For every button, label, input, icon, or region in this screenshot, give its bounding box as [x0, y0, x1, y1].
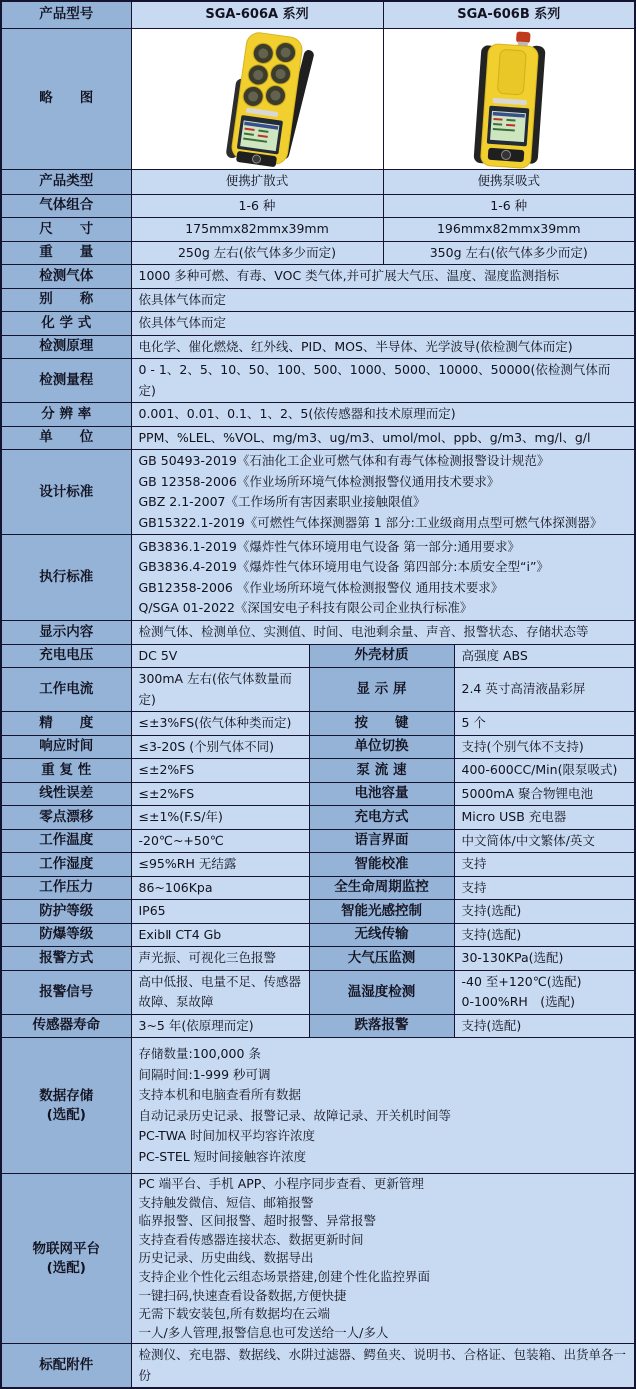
spec-value	[131, 853, 309, 877]
cell-text: 工作湿度	[39, 855, 94, 872]
spec-value	[383, 169, 635, 194]
cell-text: ≤3-20S (个别气体不同)	[138, 738, 275, 754]
table-row	[1, 265, 635, 289]
cell-text: SGA-606B 系列	[457, 6, 561, 22]
table-row	[1, 806, 635, 830]
cell-text: ≤95%RH 无结露	[138, 856, 237, 871]
cell-text: 5 个	[461, 715, 486, 730]
spec-label	[1, 1038, 131, 1174]
spec-value	[454, 782, 635, 806]
cell-text: 历史记录、历史曲线、数据导出	[138, 1250, 314, 1266]
cell-text: PPM、%LEL、%VOL、mg/m3、ug/m3、umol/mol、ppb、g/m3、mg/l、g/l	[138, 429, 591, 445]
cell-text: 设计标准	[39, 483, 94, 500]
spec-label	[1, 759, 131, 783]
table-row	[1, 712, 635, 736]
spec-value	[454, 644, 635, 668]
spec-label	[309, 668, 454, 712]
cell-text: 全生命周期监控	[334, 879, 429, 896]
spec-value	[131, 1038, 635, 1174]
cell-text: 物联网平台	[32, 1240, 100, 1257]
spec-value	[131, 265, 635, 289]
cell-text: 一键扫码,快速查看设备数据,方便快捷	[138, 1287, 347, 1303]
table-row	[1, 853, 635, 877]
spec-label	[1, 288, 131, 312]
spec-value	[131, 288, 635, 312]
table-row	[1, 1344, 635, 1389]
cell-text: (选配)	[46, 1259, 86, 1276]
spec-label	[1, 782, 131, 806]
spec-label	[309, 759, 454, 783]
spec-value	[454, 829, 635, 853]
table-row	[1, 644, 635, 668]
spec-value	[131, 426, 635, 450]
spec-label	[1, 535, 131, 621]
spec-value	[131, 359, 635, 403]
cell-text: 智能校准	[354, 855, 409, 872]
cell-text: 196mmx82mmx39mm	[436, 221, 581, 236]
spec-value	[131, 900, 309, 924]
spec-label	[309, 900, 454, 924]
table-row	[1, 28, 635, 169]
cell-text: 一人/多人管理,报警信息也可发送给一人/多人	[138, 1324, 389, 1340]
spec-value	[131, 403, 635, 427]
cell-text: 临界报警、区间报警、超时报警、异常报警	[138, 1213, 377, 1229]
cell-text: 单 位	[39, 429, 94, 446]
spec-label	[1, 312, 131, 336]
table-row	[1, 194, 635, 218]
cell-text: DC 5V	[138, 647, 178, 663]
table-row	[1, 1174, 635, 1344]
table-row	[1, 403, 635, 427]
cell-text: 按 键	[354, 714, 409, 731]
spec-value	[131, 1344, 635, 1389]
spec-value	[454, 668, 635, 712]
spec-label	[1, 359, 131, 403]
spec-value	[454, 853, 635, 877]
spec-value	[454, 876, 635, 900]
table-row	[1, 535, 635, 621]
spec-label	[309, 782, 454, 806]
cell-text: SGA-606A 系列	[205, 6, 309, 22]
cell-text: 声光振、可视化三色报警	[138, 950, 277, 965]
cell-text: 泵 流 速	[356, 761, 407, 778]
cell-text: 无线传输	[354, 926, 409, 943]
table-row	[1, 735, 635, 759]
cell-text: 智能光感控制	[341, 902, 422, 919]
cell-text: 5000mA 聚合物锂电池	[461, 785, 594, 801]
cell-text: 执行标准	[39, 569, 94, 585]
spec-value	[131, 1174, 635, 1344]
table-row	[1, 288, 635, 312]
cell-text: 零点漂移	[39, 808, 94, 825]
table-row	[1, 668, 635, 712]
cell-text: 线性误差	[39, 785, 94, 802]
cell-text: 数据存储	[39, 1087, 94, 1104]
cell-text: 标配附件	[39, 1357, 94, 1374]
spec-value	[131, 169, 383, 194]
spec-value	[131, 806, 309, 830]
cell-text: 精 度	[39, 714, 94, 731]
cell-text: 175mmx82mmx39mm	[185, 221, 329, 236]
spec-value	[454, 759, 635, 783]
cell-text: 400-600CC/Min(限泵吸式)	[461, 762, 618, 777]
cell-text: PC 端平台、手机 APP、小程序同步查看、更新管理	[138, 1176, 424, 1191]
spec-label	[1, 644, 131, 668]
cell-text: GB 12358-2006《作业场所环境气体检测报警仪通用技术要求》	[138, 473, 500, 489]
cell-text: 支持企业个性化云组态场景搭建,创建个性化监控界面	[138, 1268, 430, 1284]
spec-label	[1, 450, 131, 535]
cell-text: ≤±3%FS(依气体种类而定)	[138, 715, 292, 730]
table-row	[1, 829, 635, 853]
cell-text: 分 辨 率	[41, 405, 92, 422]
cell-text: GBZ 2.1-2007《工作场所有害因素职业接触限值》	[138, 494, 426, 509]
cell-text: 气体组合	[39, 197, 94, 214]
cell-text: 防护等级	[39, 902, 94, 919]
table-row	[1, 782, 635, 806]
cell-text: 充电方式	[354, 808, 409, 825]
spec-value	[454, 735, 635, 759]
cell-text: 2.4 英寸高清液晶彩屏	[461, 681, 586, 697]
spec-label	[1, 735, 131, 759]
table-row	[1, 923, 635, 947]
cell-text: 大气压监测	[347, 949, 416, 966]
spec-label	[1, 426, 131, 450]
pump-detector-illustration	[444, 29, 574, 168]
cell-text: 报警信号	[39, 983, 94, 1000]
cell-text: 别 称	[39, 291, 94, 308]
cell-text: 高中低报、电量不足、传感器故障、泵故障	[138, 973, 302, 1009]
spec-label	[1, 241, 131, 265]
cell-text: 重 复 性	[41, 761, 92, 778]
spec-label	[1, 970, 131, 1014]
cell-text: -40 至+120℃(选配)	[461, 973, 582, 989]
spec-value	[383, 194, 635, 218]
cell-text: 单位切换	[354, 738, 409, 755]
cell-text: Micro USB 充电器	[461, 809, 567, 824]
spec-value	[454, 900, 635, 924]
spec-label	[309, 876, 454, 900]
table-row	[1, 312, 635, 336]
spec-value	[131, 1014, 309, 1038]
spec-value	[131, 759, 309, 783]
cell-text: 工作温度	[39, 832, 94, 849]
spec-value	[454, 1014, 635, 1038]
table-row	[1, 169, 635, 194]
spec-label	[1, 194, 131, 218]
cell-text: 依具体气体而定	[138, 315, 227, 330]
cell-text: 重 量	[39, 244, 94, 261]
spec-label	[309, 853, 454, 877]
cell-text: IP65	[138, 903, 166, 918]
spec-label	[1, 1174, 131, 1344]
spec-value	[131, 621, 635, 645]
cell-text: 产品类型	[39, 173, 94, 189]
cell-text: 间隔时间:1-999 秒可调	[138, 1066, 271, 1082]
table-row	[1, 335, 635, 359]
cell-text: 便携泵吸式	[477, 173, 540, 189]
table-row	[1, 218, 635, 242]
cell-text: GB3836.1-2019《爆炸性气体环境用电气设备 第一部分:通用要求》	[138, 538, 521, 554]
cell-text: 防爆等级	[39, 926, 94, 943]
spec-value	[131, 644, 309, 668]
spec-label	[1, 712, 131, 736]
spec-value	[131, 923, 309, 947]
cell-text: 支持(选配)	[461, 926, 522, 942]
spec-value	[131, 1, 383, 28]
cell-text: 300mA 左右(依气体数量而定)	[138, 671, 292, 707]
spec-value	[131, 735, 309, 759]
cell-text: 支持	[461, 856, 487, 871]
cell-text: 检测仪、充电器、数据线、水阱过滤器、鳄鱼夹、说明书、合格证、包装箱、出货单各一份	[138, 1347, 627, 1383]
spec-label	[1, 218, 131, 242]
cell-text: GB 50493-2019《石油化工企业可燃气体和有毒气体检测报警设计规范》	[138, 453, 550, 468]
cell-text: 高强度 ABS	[461, 647, 528, 663]
spec-label	[309, 923, 454, 947]
spec-label	[309, 735, 454, 759]
cell-text: 30-130KPa(选配)	[461, 950, 564, 965]
cell-text: 电化学、催化燃烧、红外线、PID、MOS、半导体、光学波导(依检测气体而定)	[138, 338, 573, 354]
cell-text: 支持查看传感器连接状态、数据更新时间	[138, 1231, 364, 1247]
cell-text: 工作压力	[39, 879, 94, 896]
spec-label	[309, 712, 454, 736]
cell-text: 传感器寿命	[32, 1017, 100, 1034]
table-row	[1, 1014, 635, 1038]
cell-text: 尺 寸	[39, 220, 94, 237]
spec-label	[1, 265, 131, 289]
spec-label	[1, 876, 131, 900]
spec-value	[131, 535, 635, 621]
cell-text: 1-6 种	[238, 197, 276, 213]
spec-label	[1, 335, 131, 359]
cell-text: 检测原理	[39, 338, 94, 355]
cell-text: GB3836.4-2019《爆炸性气体环境用电气设备 第四部分:本质安全型“i”》	[138, 559, 549, 574]
cell-text: (选配)	[46, 1106, 86, 1123]
spec-label	[1, 169, 131, 194]
table-row	[1, 450, 635, 535]
cell-text: 0-100%RH (选配)	[461, 994, 576, 1009]
spec-value	[131, 947, 309, 971]
spec-label	[1, 1, 131, 28]
device-image-b	[383, 28, 635, 169]
cell-text: 0 - 1、2、5、10、50、100、500、1000、5000、10000、50000(依检测气体而定)	[138, 362, 611, 398]
spec-label	[309, 644, 454, 668]
cell-text: ExibⅡ CT4 Gb	[138, 926, 222, 942]
table-row	[1, 759, 635, 783]
cell-text: 语言界面	[354, 832, 409, 849]
spec-value	[131, 335, 635, 359]
cell-text: 支持触发微信、短信、邮箱报警	[138, 1194, 314, 1210]
cell-text: 产品型号	[39, 6, 94, 23]
cell-text: 外壳材质	[354, 647, 409, 664]
table-row	[1, 621, 635, 645]
cell-text: 支持(选配)	[461, 1017, 522, 1033]
cell-text: 显示内容	[39, 623, 94, 640]
cell-text: 支持(个别气体不支持)	[461, 738, 584, 754]
spec-label	[309, 1014, 454, 1038]
spec-value	[383, 1, 635, 28]
spec-label	[1, 923, 131, 947]
cell-text: 支持(选配)	[461, 903, 522, 918]
table-row	[1, 359, 635, 403]
table-row	[1, 970, 635, 1014]
cell-text: 检测量程	[39, 372, 94, 388]
cell-text: GB12358-2006 《作业场所环境气体检测报警仪 通用技术要求》	[138, 579, 504, 595]
cell-text: 1-6 种	[490, 197, 528, 213]
cell-text: ≤±2%FS	[138, 762, 195, 777]
device-image-a	[131, 28, 383, 169]
spec-value	[454, 712, 635, 736]
cell-text: ≤±1%(F.S/年)	[138, 809, 223, 824]
cell-text: 报警方式	[39, 949, 94, 966]
cell-text: 检测气体	[39, 267, 94, 284]
table-row	[1, 876, 635, 900]
cell-text: 无需下载安装包,所有数据均在云端	[138, 1306, 330, 1322]
table-row	[1, 1, 635, 28]
spec-value	[131, 241, 383, 265]
table-row	[1, 241, 635, 265]
spec-value	[454, 923, 635, 947]
table-row	[1, 426, 635, 450]
cell-text: GB15322.1-2019《可燃性气体探测器第 1 部分:工业级商用点型可燃气体探测器》	[138, 514, 603, 530]
spec-label	[1, 947, 131, 971]
cell-text: Q/SGA 01-2022《深国安电子科技有限公司企业执行标准》	[138, 600, 473, 615]
cell-text: 存储数量:100,000 条	[138, 1046, 261, 1061]
spec-value	[131, 194, 383, 218]
spec-value	[131, 312, 635, 336]
table-row	[1, 1038, 635, 1174]
spec-label	[1, 806, 131, 830]
spec-value	[131, 829, 309, 853]
spec-value	[131, 970, 309, 1014]
spec-label	[1, 668, 131, 712]
cell-text: -20℃~+50℃	[138, 832, 224, 848]
cell-text: 略 图	[39, 90, 94, 106]
cell-text: 自动记录历史记录、报警记录、故障记录、开关机时间等	[138, 1107, 452, 1123]
diffusion-detector-illustration	[182, 29, 332, 168]
spec-label	[1, 900, 131, 924]
cell-text: 支持本机和电脑查看所有数据	[138, 1087, 302, 1102]
cell-text: 温湿度检测	[347, 983, 416, 1000]
spec-label	[1, 853, 131, 877]
spec-label	[1, 621, 131, 645]
cell-text: PC-TWA 时间加权平均容许浓度	[138, 1128, 315, 1143]
cell-text: 检测气体、检测单位、实测值、时间、电池剩余量、声音、报警状态、存储状态等	[138, 624, 589, 639]
cell-text: 依具体气体而定	[138, 291, 227, 307]
spec-value	[383, 241, 635, 265]
spec-label	[309, 947, 454, 971]
cell-text: 电池容量	[354, 785, 409, 802]
spec-value	[131, 668, 309, 712]
cell-text: 3~5 年(依原理而定)	[138, 1017, 254, 1033]
spec-value	[131, 712, 309, 736]
cell-text: 跌落报警	[354, 1017, 409, 1034]
spec-value	[131, 782, 309, 806]
cell-text: 化 学 式	[41, 314, 92, 331]
cell-text: 响应时间	[39, 738, 94, 755]
spec-value	[383, 218, 635, 242]
spec-label	[1, 829, 131, 853]
spec-value	[131, 876, 309, 900]
spec-value	[131, 450, 635, 535]
spec-value	[454, 947, 635, 971]
cell-text: 工作电流	[39, 681, 94, 697]
cell-text: 显 示 屏	[356, 681, 407, 697]
cell-text: 250g 左右(依气体多少而定)	[177, 244, 337, 260]
table-row	[1, 900, 635, 924]
cell-text: 0.001、0.01、0.1、1、2、5(依传感器和技术原理而定)	[138, 406, 456, 421]
spec-label	[1, 28, 131, 169]
cell-text: ≤±2%FS	[138, 785, 195, 801]
spec-label	[309, 829, 454, 853]
cell-text: 1000 多种可燃、有毒、VOC 类气体,并可扩展大气压、温度、湿度监测指标	[138, 268, 560, 283]
spec-label	[309, 806, 454, 830]
cell-text: 中文简体/中文繁体/英文	[461, 832, 595, 848]
spec-value	[454, 970, 635, 1014]
cell-text: 86~106Kpa	[138, 879, 213, 895]
cell-text: 支持	[461, 879, 487, 895]
spec-value	[131, 218, 383, 242]
cell-text: 便携扩散式	[225, 173, 289, 189]
spec-label	[1, 1344, 131, 1389]
spec-value	[454, 806, 635, 830]
spec-label	[1, 403, 131, 427]
cell-text: PC-STEL 短时间接触容许浓度	[138, 1148, 307, 1164]
spec-label	[309, 970, 454, 1014]
cell-text: 350g 左右(依气体多少而定)	[429, 244, 588, 260]
cell-text: 充电电压	[39, 647, 94, 664]
spec-label	[1, 1014, 131, 1038]
table-row	[1, 947, 635, 971]
spec-table-body	[1, 1, 635, 1388]
